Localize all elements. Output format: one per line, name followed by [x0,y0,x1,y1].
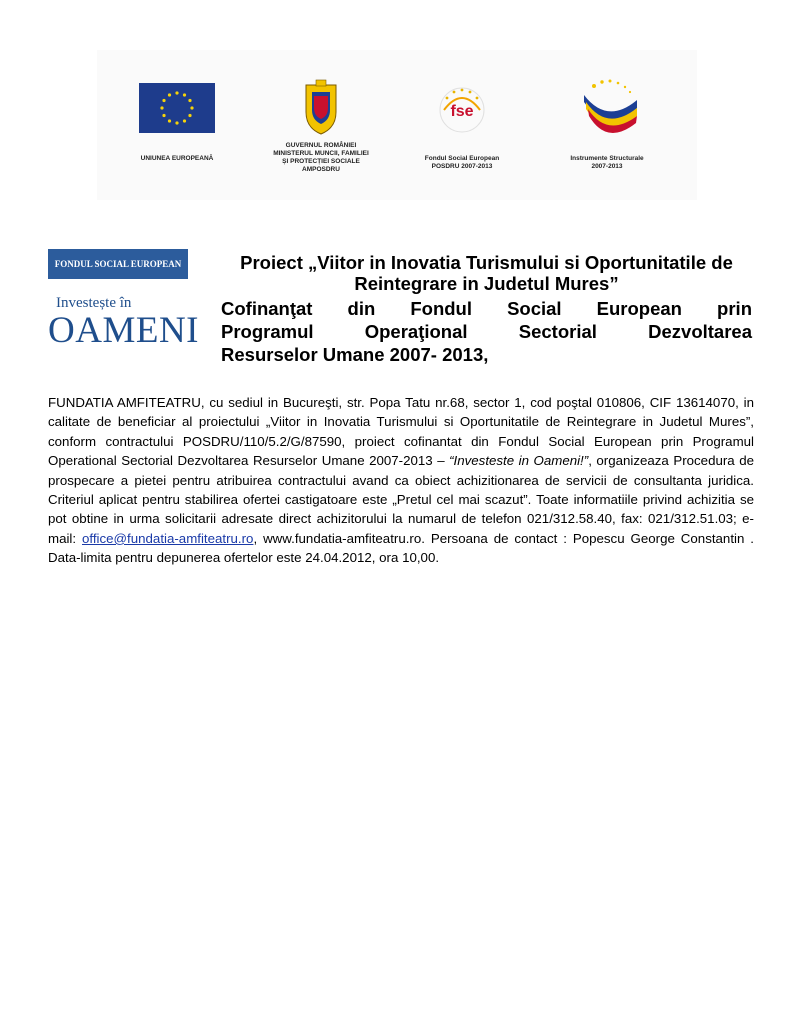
structural-instruments-icon [542,50,672,150]
eu-star [190,106,193,109]
fse-caption: Fondul Social European POSDRU 2007-2013 [424,155,500,170]
oameni-wordmark: OAMENI [48,310,199,351]
eu-star [168,119,171,122]
fse-banner: FONDUL SOCIAL EUROPEAN [48,249,188,279]
organization-name: FUNDATIA AMFITEATRU [48,395,201,410]
eu-star [188,114,191,117]
fse-logo-block [402,50,522,171]
romania-coat-of-arms-icon [254,50,388,137]
email-link[interactable]: office@fundatia-amfiteatru.ro [82,530,254,546]
gov-caption: GUVERNUL ROMÂNIEI MINISTERUL MUNCII, FAMILIEI ȘI PROTECȚIEI SOCIALE AMPOSDRU [273,142,369,173]
paragraph-part-1: , cu sediul in Bucureşti, str. Popa Tatu nr.68, sector 1, cod poştal 010806, CIF 13614070, in calitate de beneficiar al proiectului „Viitor in Inovatia Turismului si Oportunitatile de Reintegrare in Judetul Mures”, conform contractului POSDRU/110/5.2/G/87590, proiect cofinantat din Fondul Social European prin Programul Operational Sectorial Dezvoltarea Resurselor Umane 2007-2013 – [48,395,754,469]
eu-star [162,114,165,117]
slogan-italic: “Investeste in Oameni!” [449,453,589,469]
eu-star [162,99,165,102]
subtitle-line-2: Programul Operaţional Sectorial Dezvoltarea [221,321,752,342]
is-logo-block [542,50,672,171]
subtitle-line-1: Cofinanţat din Fondul Social European prin [221,298,752,319]
subtitle-line-3: Resurselor Umane 2007- 2013, [221,344,489,365]
eu-star [183,119,186,122]
eu-star [175,121,178,124]
paragraph-part-2: , organizeaza Procedura de prospecare a pietei pentru atribuirea contractului avand ca obiect achizitionarea de servicii de consultanta juridica. Criteriul aplicat pentru stabilirea ofertei castigatoare este „Pretul cel mai scazut”. Toate informatiile privind achizitia se pot obtine in urma solicitarii adresate direct achizitorului la numarul de telefon 021/312.58.40, fax: 021/312.51.03; e-mail: [48,453,754,546]
eu-star [183,93,186,96]
investeste-tagline: Investește în [56,295,132,311]
eu-star [160,106,163,109]
announcement-paragraph [48,393,754,568]
svg-text:fse: fse [450,103,474,120]
is-caption: Instrumente Structurale 2007-2013 [570,155,644,170]
eu-star [188,99,191,102]
paragraph-part-3: , www.fundatia-amfiteatru.ro. Persoana de contact : Popescu George Constantin . Data-limita pentru depunerea ofertelor este 24.04.2012, ora 10,00. [48,530,754,566]
logo-strip [97,50,697,200]
gov-logo-block [254,50,388,174]
eu-star [168,93,171,96]
eu-star [175,91,178,94]
project-title: Proiect „Viitor in Inovatia Turismului si Oportunitatile de Reintegrare in Judetul Mures” [240,252,733,294]
fse-logo-icon [402,50,522,150]
eu-logo-block [117,50,237,163]
eu-caption: UNIUNEA EUROPEANĂ [140,155,214,162]
eu-flag-icon [117,50,237,150]
cofinancing-statement [221,297,752,366]
